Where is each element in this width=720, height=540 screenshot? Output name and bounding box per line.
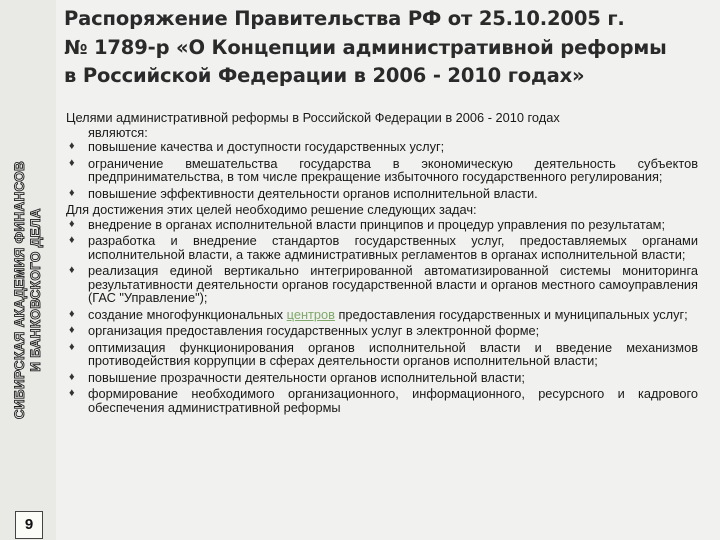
academy-name: [12, 161, 44, 419]
bullet-icon: ♦: [69, 186, 75, 199]
bullet-icon: ♦: [69, 340, 75, 353]
task-text: внедрение в органах исполнительной власти принципов и процедур управления по результатам;: [88, 216, 666, 232]
tasks-list: [66, 218, 698, 415]
title-line-3: в Российской Федерации в 2006 - 2010 годах»: [64, 64, 585, 87]
bullet-icon: ♦: [69, 387, 75, 399]
list-item: [66, 140, 698, 154]
list-item: [66, 234, 698, 261]
title-line-1: Распоряжение Правительства РФ от 25.10.2005 г.: [64, 7, 625, 30]
content-body: [66, 111, 698, 417]
list-item: [66, 187, 698, 201]
task-centers-after: предоставления государственных и муниципальных услуг;: [338, 306, 688, 322]
list-item: [66, 324, 698, 338]
task-text: реализация единой вертикально интегрированной автоматизированной системы мониторинга результативности деятельности органов государственной власти и органов местного самоуправления (ГАС "Управление");: [88, 263, 698, 305]
title-line-2: № 1789-р «О Концепции административной реформы: [64, 35, 667, 59]
academy-name-line1: СИБИРСКАЯ АКАДЕМИЯ ФИНАНСОВ: [12, 160, 27, 420]
goal-text: повышение эффективности деятельности органов исполнительной власти.: [88, 185, 538, 201]
page-title: [64, 5, 720, 91]
task-text: организация предоставления государственных услуг в электронной форме;: [88, 323, 540, 338]
bullet-icon: ♦: [69, 156, 75, 169]
bullet-icon: ♦: [69, 217, 75, 230]
centers-link[interactable]: центров: [286, 306, 335, 322]
goals-intro: [66, 111, 698, 125]
goal-text: повышение качества и доступности государственных услуг;: [88, 139, 445, 154]
list-item: [66, 218, 698, 232]
list-item: [66, 157, 698, 184]
task-text: оптимизация функционирования органов исполнительной власти и введение механизмов противодействия коррупции в сферах деятельности органов исполнительной власти;: [88, 339, 698, 368]
goals-list: [66, 140, 698, 200]
task-text: повышение прозрачности деятельности органов исполнительной власти;: [88, 369, 525, 385]
page-number: 9: [15, 511, 43, 539]
goals-intro-line1: Целями административной реформы в Российской Федерации в 2006 - 2010 годах: [66, 110, 560, 125]
task-text: формирование необходимого организационного, информационного, ресурсного и кадрового обеспечения административной реформы: [88, 386, 698, 415]
bullet-icon: ♦: [69, 324, 75, 336]
academy-name-line2: И БАНКОВСКОГО ДЕЛА: [28, 208, 43, 372]
task-centers-before: создание многофункциональных: [88, 306, 284, 322]
goals-intro-cont: [66, 126, 698, 140]
goal-text: ограничение вмешательства государства в экономическую деятельность субъектов предпринимательства, в том числе прекращение избыточного государственного регулирования;: [88, 155, 698, 184]
list-item: [66, 308, 698, 322]
list-item: [66, 341, 698, 368]
bullet-icon: ♦: [69, 264, 75, 276]
list-item: [66, 264, 698, 305]
task-text: разработка и внедрение стандартов государственных услуг, предоставляемых органами исполнительной власти, а также административных регламентов в органах исполнительной власти;: [88, 233, 698, 262]
bullet-icon: ♦: [69, 140, 75, 152]
bullet-icon: ♦: [69, 307, 75, 320]
goals-intro-line2: являются:: [88, 124, 148, 140]
sidebar: [0, 0, 56, 540]
bullet-icon: ♦: [69, 234, 75, 246]
list-item: [66, 371, 698, 385]
bullet-icon: ♦: [69, 370, 75, 383]
list-item: [66, 387, 698, 414]
tasks-intro: Для достижения этих целей необходимо решение следующих задач:: [66, 202, 477, 217]
